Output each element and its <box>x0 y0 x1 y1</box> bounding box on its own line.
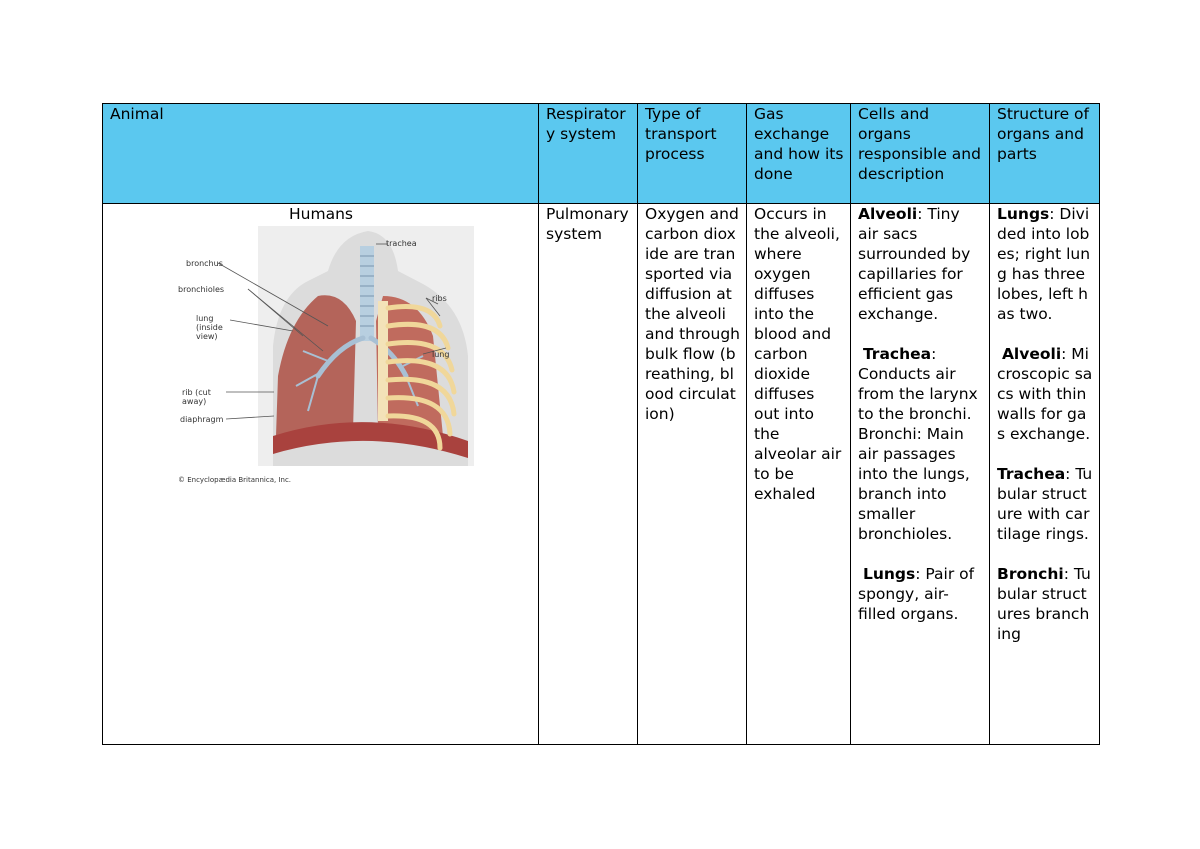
label-ribs: ribs <box>432 294 447 303</box>
cell-cells-organs: Alveoli: Tiny air sacs surrounded by capillaries for efficient gas exchange. Trachea: Conducts air from the larynx to the bronchi. Bronchi: Main air passages into the lungs, branch into smaller bronchioles. Lungs: Pair of spongy, air-filled organs. <box>851 204 990 745</box>
label-bronchus: bronchus <box>186 259 223 268</box>
header-gas-exchange: Gas exchange and how its done <box>747 104 851 204</box>
table-row <box>103 204 1100 745</box>
term-lungs: Lungs <box>862 565 916 583</box>
structure-lungs: Lungs <box>997 205 1050 223</box>
label-lung-inside: lung (inside view) <box>196 314 223 341</box>
structure-alveoli: Alveoli <box>1001 345 1062 363</box>
cell-animal <box>103 204 539 745</box>
structure-trachea: Trachea <box>997 465 1066 483</box>
header-structure: Structure of organs and parts <box>990 104 1100 204</box>
header-respiratory-system: Respiratory system <box>539 104 638 204</box>
figure-credit: © Encyclopædia Britannica, Inc. <box>178 476 292 484</box>
respiratory-illustration <box>178 226 478 496</box>
structure-bronchi: Bronchi <box>997 565 1064 583</box>
cell-gas-exchange: Occurs in the alveoli, where oxygen diffuses into the blood and carbon dioxide diffuses out into the alveolar air to be exhaled <box>747 204 851 745</box>
label-trachea: trachea <box>386 239 417 248</box>
term-trachea: Trachea <box>862 345 932 363</box>
header-row <box>103 104 1100 204</box>
label-lung: lung <box>432 350 450 359</box>
respiratory-diagram <box>178 226 478 496</box>
label-bronchioles: bronchioles <box>178 285 225 294</box>
cell-transport: Oxygen and carbon dioxide are transported via diffusion at the alveoli and through bulk flow (breathing, blood circulation) <box>638 204 747 745</box>
term-alveoli: Alveoli <box>858 205 918 223</box>
animal-name: Humans <box>289 205 353 223</box>
header-animal: Animal <box>103 104 539 204</box>
label-diaphragm: diaphragm <box>180 415 224 424</box>
label-rib-cut: rib (cut away) <box>182 388 211 406</box>
cell-structure: Lungs: Divided into lobes; right lung has three lobes, left has two. Alveoli: Microscopic sacs with thin walls for gas exchange. Trachea: Tubular structure with cartilage rings. Bronchi: Tubular structures branching <box>990 204 1100 745</box>
comparison-table <box>102 103 1100 745</box>
header-transport: Type of transport process <box>638 104 747 204</box>
cell-respiratory-system: Pulmonary system <box>539 204 638 745</box>
header-cells-organs: Cells and organs responsible and description <box>851 104 990 204</box>
